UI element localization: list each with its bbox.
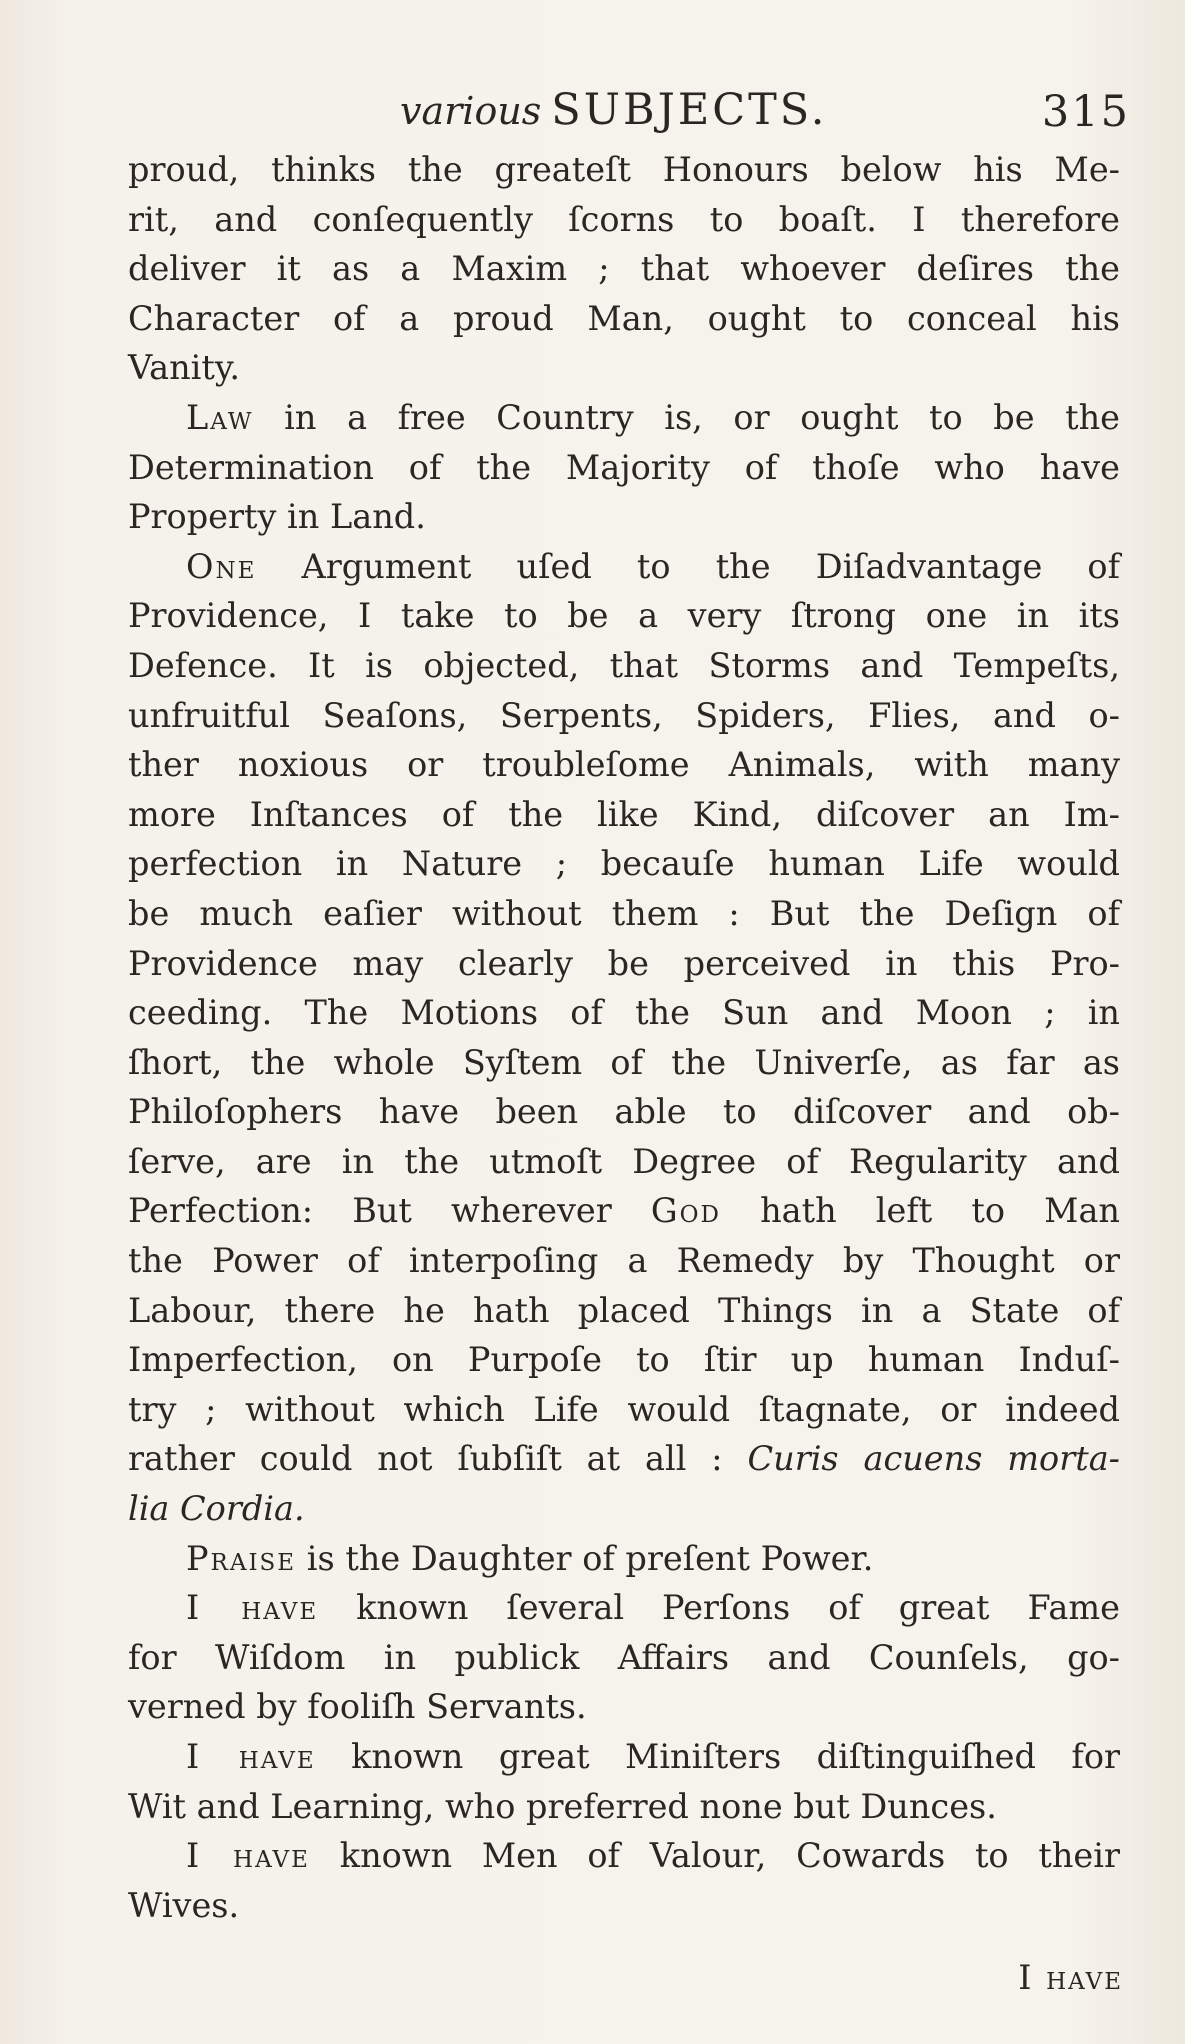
text-line: rit, and conſequently ſcorns to boaſt. I therefore [128,199,1120,239]
latin-quote: lia Cordia. [128,1489,305,1529]
text-line: ſerve, are in the utmoſt Degree of Regularity and [128,1141,1120,1181]
paragraph-lead: I have [186,1737,316,1776]
paragraph-start-line: One Argument uſed to the Diſadvantage of [186,546,1120,586]
text-line: unfruitful Seaſons, Serpents, Spiders, Flies, and o- [128,695,1120,735]
text-line: Property in Land. [128,497,426,537]
paragraph-start-line: I have known ſeveral Perſons of great Fame [186,1588,1120,1628]
text-line: for Wiſdom in publick Affairs and Counſels, go- [128,1637,1120,1677]
text-line: ſhort, the whole Syſtem of the Univerſe, as far as [128,1042,1120,1082]
running-head [400,80,827,141]
text-line: more Inſtances of the like Kind, diſcover an Im- [128,794,1120,834]
text-line: Providence may clearly be perceived in this Pro- [128,943,1120,983]
paragraph-lead: Praise [186,1538,297,1578]
text-line: ceeding. The Motions of the Sun and Moon ; in [128,993,1120,1033]
text-line: the Power of interpoſing a Remedy by Thought or [128,1241,1120,1281]
running-head-title: SUBJECTS. [551,85,828,135]
body-text [128,145,1120,1930]
text-line: be much eaſier without them : But the Deſign of [128,893,1120,933]
text-line: ther noxious or troubleſome Animals, with many [128,745,1120,785]
text-line: Providence, I take to be a very ſtrong one in its [128,596,1120,636]
page-header [400,80,1140,140]
text-line: Imperfection, on Purpoſe to ſtir up human Induſ- [128,1340,1120,1380]
running-head-italic: various [400,89,542,133]
paragraph-lead: One [186,546,257,586]
text-line: Character of a proud Man, ought to conceal his [128,298,1120,338]
paragraph-start-line: I have known Men of Valour, Cowards to their [186,1836,1120,1876]
text-line: rather could not ſubſiſt at all : Curis acuens morta- [128,1439,1120,1479]
paragraph-lead: I have [186,1588,319,1628]
text-line: verned by fooliſh Servants. [128,1687,587,1727]
paragraph-start-line: Praise is the Daughter of preſent Power. [186,1538,874,1578]
text-line: try ; without which Life would ſtagnate, or indeed [128,1389,1120,1429]
text-line: Wives. [128,1885,240,1925]
text-line: Philoſophers have been able to diſcover and ob- [128,1092,1120,1132]
text-line: Determination of the Majority of thoſe who have [128,447,1120,487]
text-line [128,1484,1120,1534]
text-line: deliver it as a Maxim ; that whoever deſires the [128,249,1120,289]
text-line: Wit and Learning, who preferred none but Dunces. [128,1786,997,1826]
text-line: perfection in Nature ; becauſe human Life would [128,844,1120,884]
paragraph-start-line: I have known great Miniſters diſtinguiſhed for [186,1737,1120,1776]
small-caps-word: God [650,1191,721,1231]
text-line: Defence. It is objected, that Storms and Tempeſts, [128,645,1120,685]
page-number: 315 [1041,87,1130,137]
text-line: Vanity. [128,348,240,388]
text-line: Perfection: But wherever God hath left to Man [128,1191,1120,1231]
text-line: Labour, there he hath placed Things in a State of [128,1290,1120,1330]
latin-quote: Curis acuens morta- [747,1439,1120,1479]
paragraph-lead: I have [186,1836,310,1876]
catchword: I have [1018,1958,1123,1997]
paragraph-start-line: Law in a free Country is, or ought to be the [186,397,1120,437]
text-line: proud, thinks the greateſt Honours below his Me- [128,150,1120,189]
paragraph-lead: Law [186,397,254,437]
